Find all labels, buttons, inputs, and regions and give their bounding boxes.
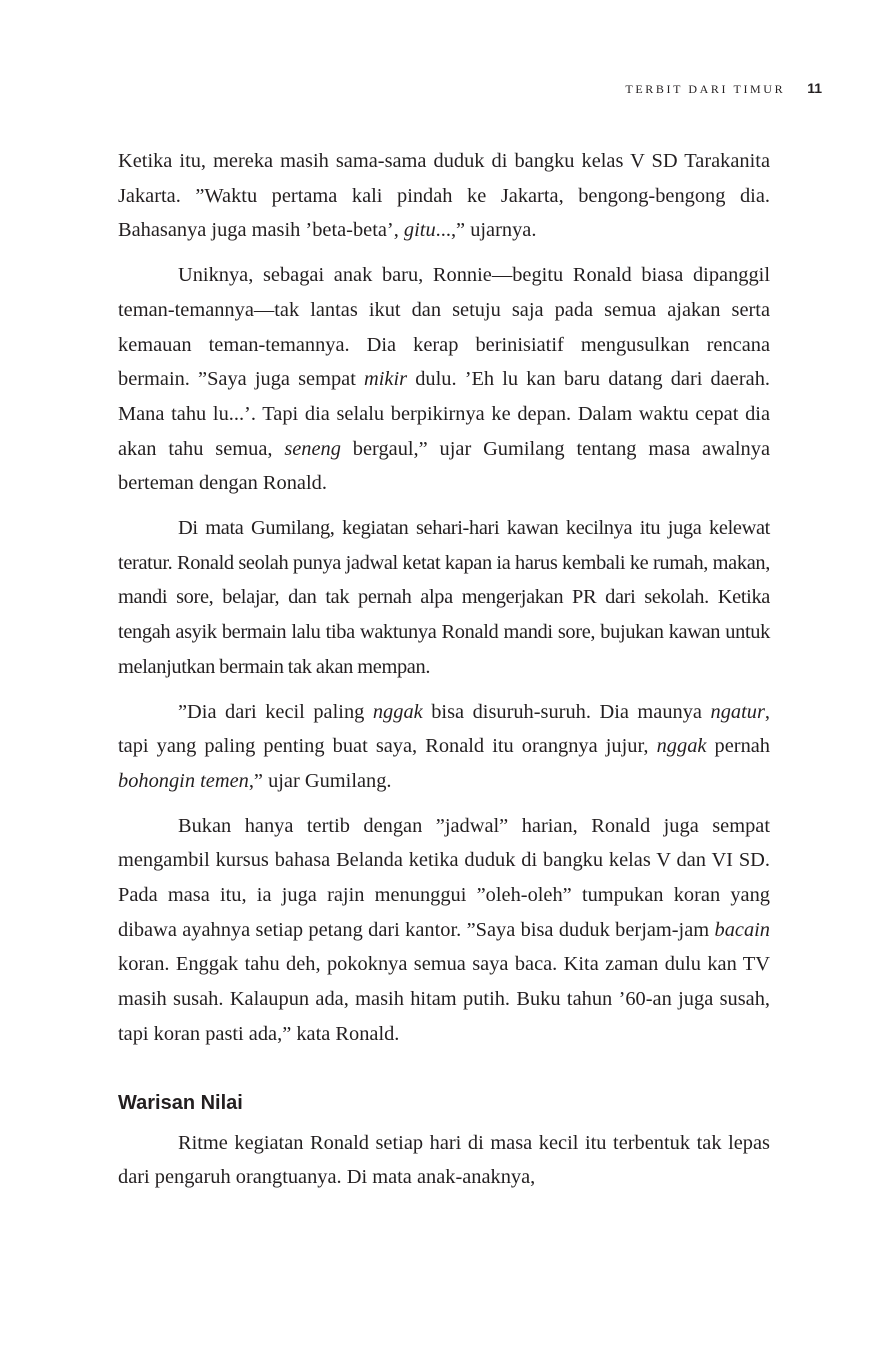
paragraph-4 <box>118 695 770 799</box>
italic-text: mikir <box>364 368 408 391</box>
paragraph-5 <box>118 809 770 1052</box>
paragraph-3 <box>118 511 770 685</box>
text-run: Ketika itu, mereka masih sama-sama duduk di bangku kelas V SD Tarakanita Jakarta. ”Waktu pertama kali pindah ke Jakarta, bengong-bengong dia. Bahasanya juga masih ’beta-beta’, <box>118 150 770 242</box>
italic-text: bacain <box>714 918 770 941</box>
text-run: Uniknya, sebagai anak baru, Ronnie—begitu Ronald biasa dipanggil teman-temannya—tak lantas ikut dan setuju saja pada semua ajakan serta kemauan teman-temannya. Dia kerap berinisiatif mengusulkan rencana bermain. ”Saya juga sempat <box>118 264 770 391</box>
text-run: ...,” ujarnya. <box>435 219 537 242</box>
paragraph-2 <box>118 258 770 501</box>
section-paragraph-1 <box>118 1126 770 1195</box>
text-run: Di mata Gumilang, kegiatan sehari-hari kawan kecilnya itu juga kelewat teratur. Ronald seolah punya jadwal ketat kapan ia harus kembali ke rumah, makan, mandi sore, belajar, dan tak pernah alpa mengerjakan PR dari sekolah. Ketika tengah asyik bermain lalu tiba waktunya Ronald mandi sore, bujukan kawan untuk melanjutkan bermain tak akan mempan. <box>118 517 770 678</box>
text-run: Ritme kegiatan Ronald setiap hari di masa kecil itu terbentuk tak lepas dari pengaruh orangtuanya. Di mata anak-anaknya, <box>118 1131 770 1189</box>
italic-text: bohongin temen <box>118 769 249 792</box>
text-run: koran. Enggak tahu deh, pokoknya semua saya baca. Kita zaman dulu kan TV masih susah. Kalaupun ada, masih hitam putih. Buku tahun ’60-an juga susah, tapi koran pasti ada,” kata Ronald. <box>118 953 770 1045</box>
paragraph-1 <box>118 144 770 248</box>
body-text <box>118 144 770 1205</box>
text-run: ,” ujar Gumilang. <box>248 769 392 792</box>
italic-text: nggak <box>656 735 707 758</box>
text-run: Bukan hanya tertib dengan ”jadwal” harian, Ronald juga sempat mengambil kursus bahasa Belanda ketika duduk di bangku kelas V dan VI SD. Pada masa itu, ia juga rajin menunggui ”oleh-oleh” tumpukan koran yang dibawa ayahnya setiap petang dari kantor. ”Saya bisa duduk berjam-jam <box>118 814 770 941</box>
italic-text: gitu <box>403 219 436 242</box>
text-run: dulu. ’Eh lu kan baru datang dari daerah. Mana tahu lu...’. Tapi dia selalu berpikirnya ke depan. Dalam waktu cepat dia akan tahu semua, <box>118 368 770 460</box>
page-number: 11 <box>807 80 822 96</box>
text-run: pernah <box>706 735 771 758</box>
section-heading: Warisan Nilai <box>118 1091 243 1114</box>
running-title: TERBIT DARI TIMUR <box>625 82 786 96</box>
running-header <box>625 80 822 97</box>
text-run: ”Dia dari kecil paling <box>178 700 373 723</box>
italic-text: nggak <box>372 700 423 723</box>
text-run: , tapi yang paling penting buat saya, Ronald itu orangnya jujur, <box>118 700 770 758</box>
italic-text: seneng <box>284 437 341 460</box>
text-run: bergaul,” ujar Gumilang tentang masa awalnya berteman dengan Ronald. <box>118 437 770 495</box>
italic-text: ngatur <box>710 700 765 723</box>
text-run: bisa disuruh-suruh. Dia maunya <box>422 700 711 723</box>
